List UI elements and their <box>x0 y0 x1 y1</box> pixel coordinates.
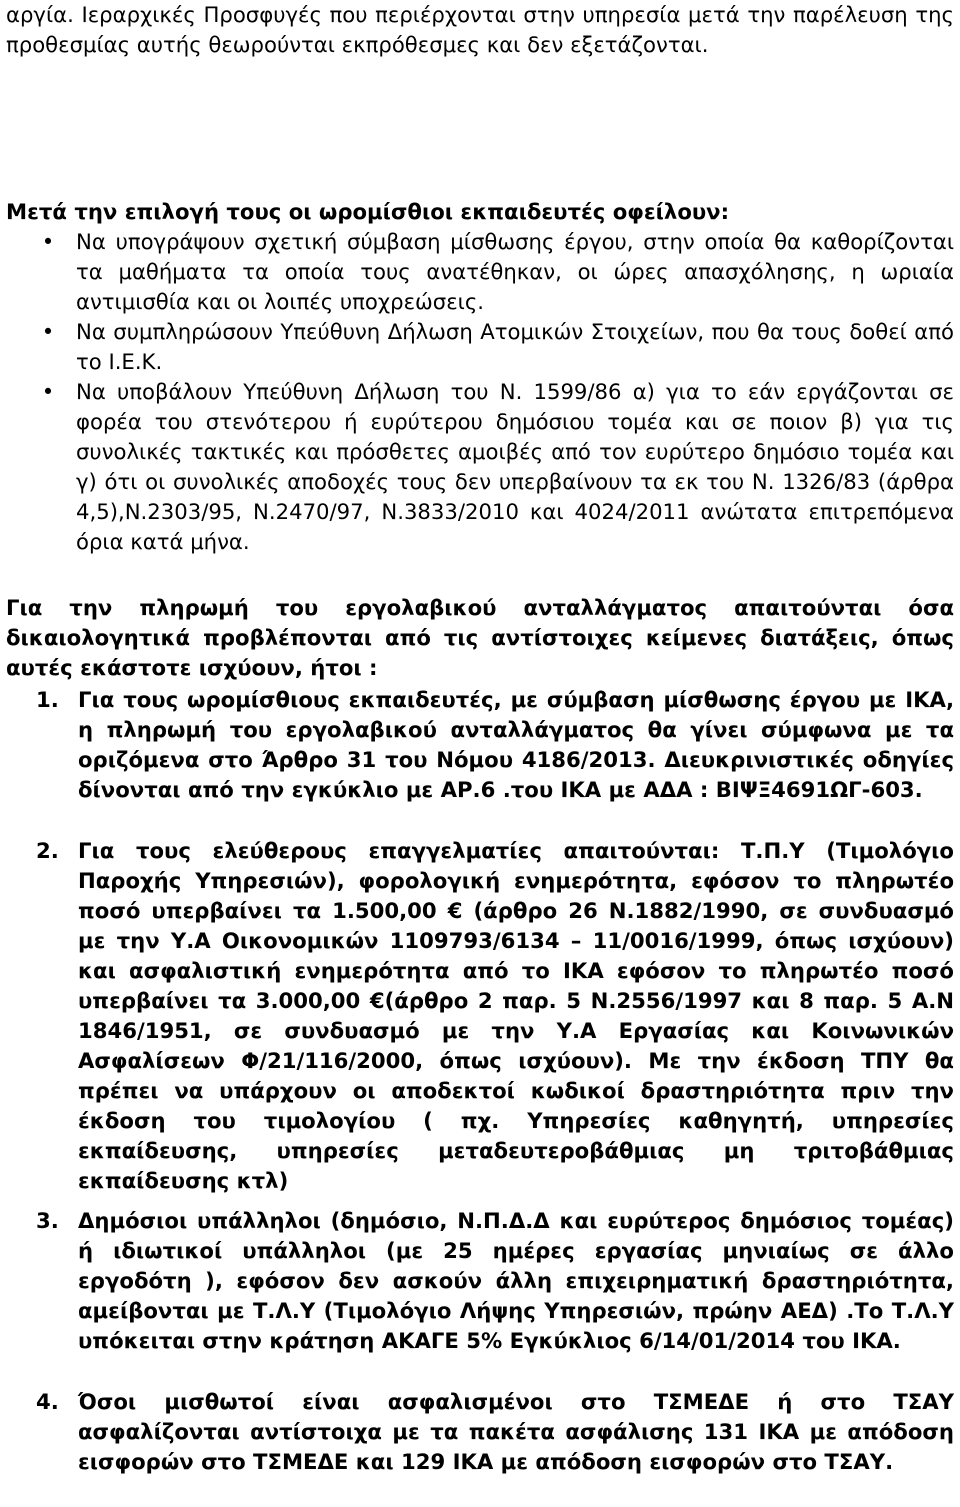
bullet-text: Να υπογράψουν σχετική σύμβαση μίσθωσης έργου, στην οποία θα καθορίζονται τα μαθήματα τα οποία τους ανατέθηκαν, οι ώρες απασχόλησης, η ωριαία αντιμισθία και οι λοιπές υποχρεώσεις. <box>76 229 954 314</box>
numbered-item <box>36 1206 954 1356</box>
item-number: 3. <box>36 1208 59 1233</box>
numbered-item <box>36 685 954 805</box>
intro-paragraph: αργία. Ιεραρχικές Προσφυγές που περιέρχονται στην υπηρεσία μετά την παρέλευση της προθεσμίας αυτής θεωρούνται εκπρόθεσμες και δεν εξετάζονται. <box>6 2 954 57</box>
item-text: Για τους ωρομίσθιους εκπαιδευτές, με σύμβαση μίσθωσης έργου με ΙΚΑ, η πληρωμή του εργολαβικού ανταλλάγματος θα γίνει σύμφωνα με τα οριζόμενα στο Άρθρο 31 του Νόμου 4186/2013. Διευκρινιστικές οδηγίες δίνονται από την εγκύκλιο με ΑΡ.6 .του ΙΚΑ με ΑΔΑ : ΒΙΨΞ4691ΩΓ-603. <box>78 687 954 802</box>
section1-heading: Μετά την επιλογή τους οι ωρομίσθιοι εκπαιδευτές οφείλουν: <box>6 199 730 224</box>
item-number: 4. <box>36 1389 59 1414</box>
item-number: 2. <box>36 838 59 863</box>
bullet-item <box>36 317 954 377</box>
bullet-icon: • <box>41 229 55 254</box>
item-text: Για τους ελεύθερους επαγγελματίες απαιτούνται: Τ.Π.Υ (Τιμολόγιο Παροχής Υπηρεσιών), φορολογική ενημερότητα, εφόσον το πληρωτέο ποσό υπερβαίνει τα 1.500,00 € (άρθρο 26 Ν.1882/1990, σε συνδυασμό με την Υ.Α Οικονομικών 1109793/6134 – 11/0016/1999, όπως ισχύουν) και ασφαλιστική ενημερότητα από το ΙΚΑ εφόσον το πληρωτέο ποσό υπερβαίνει τα 3.000,00 €(άρθρο 2 παρ. 5 Ν.2556/1997 και 8 παρ. 5 Α.Ν 1846/1951, σε συνδυασμό με την Υ.Α Εργασίας και Κοινωνικών Ασφαλίσεων Φ/21/116/2000, όπως ισχύουν). Με την έκδοση ΤΠΥ θα πρέπει να υπάρχουν οι αποδεκτοί κωδικοί δραστηριότητα πριν την έκδοση του τιμολογίου ( πχ. Υπηρεσίες καθηγητή, υπηρεσίες εκπαίδευσης, υπηρεσίες μεταδευτεροβάθμιας μη τριτοβάθμιας εκπαίδευσης κτλ) <box>78 838 954 1193</box>
numbered-item <box>36 1387 954 1477</box>
bullet-text: Να υποβάλουν Υπεύθυνη Δήλωση του Ν. 1599/86 α) για το εάν εργάζονται σε φορέα του στενότερου ή ευρύτερου δημόσιου τομέα και σε ποιον β) για τις συνολικές τακτικές και πρόσθετες αμοιβές από τον ευρύτερο δημόσιο τομέα και γ) ότι οι συνολικές αποδοχές τους δεν υπερβαίνουν τα εκ του Ν. 1326/83 (άρθρα 4,5),Ν.2303/95, Ν.2470/97, Ν.3833/2010 και 4024/2011 ανώτατα επιτρεπόμενα όρια κατά μήνα. <box>76 379 954 554</box>
item-text: Δημόσιοι υπάλληλοι (δημόσιο, Ν.Π.Δ.Δ και ευρύτερος δημόσιος τομέας) ή ιδιωτικοί υπάλληλοι (με 25 ημέρες εργασίας μηνιαίως σε άλλο εργοδότη ), εφόσον δεν ασκούν άλλη επιχειρηματική δραστηριότητα, αμείβονται με Τ.Λ.Υ (Τιμολόγιο Λήψης Υπηρεσιών, πρώην ΑΕΔ) .Το Τ.Λ.Υ υπόκειται στην κράτηση ΑΚΑΓΕ 5% Εγκύκλιος 6/14/01/2014 του ΙΚΑ. <box>78 1208 954 1353</box>
item-number: 1. <box>36 687 59 712</box>
bullet-text: Να συμπληρώσουν Υπεύθυνη Δήλωση Ατομικών Στοιχείων, που θα τους δοθεί από το Ι.Ε.Κ. <box>76 319 954 374</box>
bullet-item <box>36 377 954 557</box>
item-text: Όσοι μισθωτοί είναι ασφαλισμένοι στο ΤΣΜΕΔΕ ή στο ΤΣΑΥ ασφαλίζονται αντίστοιχα με τα πακέτα ασφάλισης 131 ΙΚΑ με απόδοση εισφορών στο ΤΣΜΕΔΕ και 129 ΙΚΑ με απόδοση εισφορών στο ΤΣΑΥ. <box>78 1389 954 1474</box>
numbered-item <box>36 836 954 1196</box>
section2-heading: Για την πληρωμή του εργολαβικού ανταλλάγματος απαιτούνται όσα δικαιολογητικά προβλέπονται από τις αντίστοιχες κείμενες διατάξεις, όπως αυτές εκάστοτε ισχύουν, ήτοι : <box>6 595 954 680</box>
bullet-icon: • <box>41 379 55 404</box>
bullet-icon: • <box>41 319 55 344</box>
bullet-item <box>36 227 954 317</box>
